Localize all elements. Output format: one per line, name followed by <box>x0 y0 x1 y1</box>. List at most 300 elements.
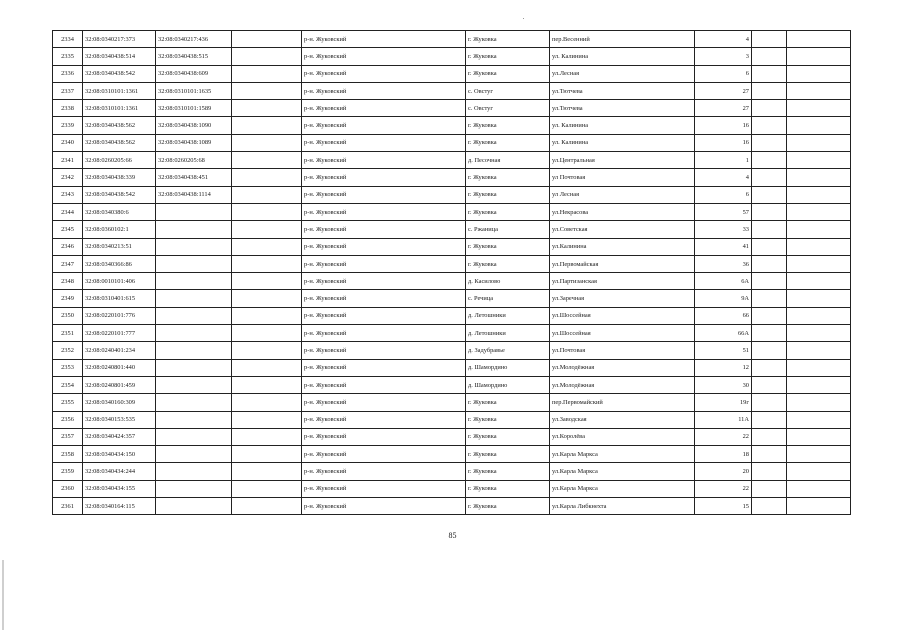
cell-district: р-н. Жуковский <box>302 31 466 48</box>
cell-locality: с. Речица <box>466 290 550 307</box>
cell-cadastral-number-2: 32:08:0340438:451 <box>156 169 232 186</box>
cell-empty <box>787 186 851 203</box>
cell-cadastral-number: 32:08:0240401:234 <box>83 342 156 359</box>
cell-empty <box>752 238 787 255</box>
cell-house-number: 6 <box>695 65 752 82</box>
cell-cadastral-number: 32:08:0340438:542 <box>83 186 156 203</box>
cell-empty <box>787 203 851 220</box>
cell-street: ул.Королёва <box>550 428 695 445</box>
cell-street: ул.Карла Либкнехта <box>550 498 695 515</box>
cell-locality: д. Песочная <box>466 152 550 169</box>
cell-cadastral-number: 32:08:0340438:339 <box>83 169 156 186</box>
cell-empty <box>787 428 851 445</box>
cell-cadastral-number-2 <box>156 290 232 307</box>
table-row <box>53 100 851 117</box>
cell-row-number: 2344 <box>53 203 83 220</box>
cell-empty <box>752 255 787 272</box>
cell-street: ул.Тютчева <box>550 82 695 99</box>
cell-row-number: 2335 <box>53 48 83 65</box>
cell-district: р-н. Жуковский <box>302 498 466 515</box>
cell-district: р-н. Жуковский <box>302 255 466 272</box>
cell-district: р-н. Жуковский <box>302 221 466 238</box>
cell-street: ул.Некрасова <box>550 203 695 220</box>
cell-house-number: 41 <box>695 238 752 255</box>
cell-empty <box>787 255 851 272</box>
cell-cadastral-number: 32:08:0340160:309 <box>83 394 156 411</box>
cell-cadastral-number: 32:08:0310401:615 <box>83 290 156 307</box>
cell-cadastral-number-2 <box>156 307 232 324</box>
table-row <box>53 221 851 238</box>
cell-cadastral-number: 32:08:0220101:776 <box>83 307 156 324</box>
cell-cadastral-number-2: 32:08:0340438:1090 <box>156 117 232 134</box>
cell-empty <box>232 48 302 65</box>
cell-empty <box>787 82 851 99</box>
cell-empty <box>787 498 851 515</box>
cell-cadastral-number-2 <box>156 221 232 238</box>
cell-district: р-н. Жуковский <box>302 117 466 134</box>
cell-street: ул. Калинина <box>550 134 695 151</box>
cell-empty <box>232 31 302 48</box>
cell-empty <box>752 342 787 359</box>
cell-street: ул.Советская <box>550 221 695 238</box>
cell-house-number: 66 <box>695 307 752 324</box>
cell-cadastral-number: 32:08:0340380:6 <box>83 203 156 220</box>
cell-house-number: 4 <box>695 169 752 186</box>
cell-empty <box>787 48 851 65</box>
cell-locality: г. Жуковка <box>466 238 550 255</box>
cell-house-number: 36 <box>695 255 752 272</box>
cell-street: ул. Калинина <box>550 48 695 65</box>
cell-empty <box>232 290 302 307</box>
cell-empty <box>752 117 787 134</box>
cell-empty <box>787 117 851 134</box>
cell-row-number: 2360 <box>53 480 83 497</box>
cell-house-number: 22 <box>695 428 752 445</box>
cell-district: р-н. Жуковский <box>302 186 466 203</box>
cell-cadastral-number-2 <box>156 480 232 497</box>
cell-locality: г. Жуковка <box>466 480 550 497</box>
cell-empty <box>232 411 302 428</box>
cell-locality: г. Жуковка <box>466 394 550 411</box>
cell-empty <box>752 325 787 342</box>
cell-house-number: 33 <box>695 221 752 238</box>
cell-house-number: 3 <box>695 48 752 65</box>
cell-locality: г. Жуковка <box>466 411 550 428</box>
cell-cadastral-number: 32:08:0340434:150 <box>83 446 156 463</box>
cell-house-number: 27 <box>695 100 752 117</box>
cell-cadastral-number: 32:08:0340434:155 <box>83 480 156 497</box>
cell-empty <box>787 290 851 307</box>
cell-cadastral-number-2 <box>156 394 232 411</box>
cell-house-number: 12 <box>695 359 752 376</box>
cell-district: р-н. Жуковский <box>302 411 466 428</box>
table-row <box>53 273 851 290</box>
cell-empty <box>232 255 302 272</box>
table-row <box>53 359 851 376</box>
cell-row-number: 2349 <box>53 290 83 307</box>
cell-district: р-н. Жуковский <box>302 134 466 151</box>
cell-street: ул.Партизанская <box>550 273 695 290</box>
table-row <box>53 82 851 99</box>
cell-locality: г. Жуковка <box>466 48 550 65</box>
cell-locality: г. Жуковка <box>466 31 550 48</box>
cell-cadastral-number: 32:08:0340438:542 <box>83 65 156 82</box>
cell-row-number: 2348 <box>53 273 83 290</box>
table-row <box>53 376 851 393</box>
cell-empty <box>752 221 787 238</box>
cell-locality: г. Жуковка <box>466 255 550 272</box>
cell-empty <box>752 428 787 445</box>
table-row <box>53 169 851 186</box>
cell-cadastral-number: 32:08:0340438:514 <box>83 48 156 65</box>
cell-cadastral-number: 32:08:0340434:244 <box>83 463 156 480</box>
cell-street: ул. Калинина <box>550 117 695 134</box>
cell-house-number: 66А <box>695 325 752 342</box>
cell-house-number: 9А <box>695 290 752 307</box>
cell-street: ул.Карла Маркса <box>550 446 695 463</box>
cell-cadastral-number: 32:08:0260205:66 <box>83 152 156 169</box>
cell-empty <box>787 394 851 411</box>
cell-house-number: 6 <box>695 186 752 203</box>
cell-cadastral-number: 32:08:0340153:535 <box>83 411 156 428</box>
cell-locality: с. Овстуг <box>466 82 550 99</box>
cell-empty <box>232 463 302 480</box>
cell-house-number: 30 <box>695 376 752 393</box>
cell-cadastral-number-2: 32:08:0340438:609 <box>156 65 232 82</box>
cell-empty <box>752 376 787 393</box>
cell-cadastral-number: 32:08:0360102:1 <box>83 221 156 238</box>
cell-locality: г. Жуковка <box>466 428 550 445</box>
cell-street: ул.Первомайская <box>550 255 695 272</box>
cell-row-number: 2341 <box>53 152 83 169</box>
cell-row-number: 2350 <box>53 307 83 324</box>
cell-empty <box>787 446 851 463</box>
cell-empty <box>787 359 851 376</box>
cell-empty <box>787 134 851 151</box>
cell-empty <box>752 307 787 324</box>
cell-empty <box>752 290 787 307</box>
cell-row-number: 2351 <box>53 325 83 342</box>
table-row <box>53 238 851 255</box>
cell-cadastral-number: 32:08:0340424:357 <box>83 428 156 445</box>
cell-street: ул.Центральная <box>550 152 695 169</box>
cell-cadastral-number: 32:08:0340164:115 <box>83 498 156 515</box>
cell-cadastral-number-2: 32:08:0340438:515 <box>156 48 232 65</box>
cell-empty <box>752 134 787 151</box>
cell-empty <box>752 82 787 99</box>
cell-empty <box>787 480 851 497</box>
cell-locality: с. Ржаница <box>466 221 550 238</box>
table-row <box>53 255 851 272</box>
cell-row-number: 2339 <box>53 117 83 134</box>
cell-locality: д. Задубравье <box>466 342 550 359</box>
cell-street: ул.Молодёжная <box>550 376 695 393</box>
cell-empty <box>232 169 302 186</box>
cell-empty <box>787 31 851 48</box>
cell-district: р-н. Жуковский <box>302 359 466 376</box>
cell-empty <box>232 359 302 376</box>
table-row <box>53 325 851 342</box>
cell-row-number: 2336 <box>53 65 83 82</box>
table-row <box>53 446 851 463</box>
cell-locality: г. Жуковка <box>466 65 550 82</box>
cell-cadastral-number-2 <box>156 203 232 220</box>
cell-empty <box>752 48 787 65</box>
cell-row-number: 2334 <box>53 31 83 48</box>
cell-street: ул.Шоссейная <box>550 325 695 342</box>
cell-cadastral-number-2 <box>156 498 232 515</box>
cell-empty <box>787 152 851 169</box>
cell-row-number: 2357 <box>53 428 83 445</box>
cell-empty <box>232 117 302 134</box>
cell-empty <box>232 394 302 411</box>
cell-house-number: 11А <box>695 411 752 428</box>
cell-empty <box>752 394 787 411</box>
cell-locality: д. Летошники <box>466 325 550 342</box>
table-row <box>53 186 851 203</box>
cell-locality: д. Летошники <box>466 307 550 324</box>
cell-house-number: 51 <box>695 342 752 359</box>
table-row <box>53 411 851 428</box>
cell-cadastral-number: 32:08:0010101:406 <box>83 273 156 290</box>
cell-street: ул.Молодёжная <box>550 359 695 376</box>
cell-district: р-н. Жуковский <box>302 342 466 359</box>
cell-locality: г. Жуковка <box>466 446 550 463</box>
cell-empty <box>232 273 302 290</box>
cell-cadastral-number: 32:08:0310101:1361 <box>83 82 156 99</box>
table-body <box>53 31 851 515</box>
cell-street: ул.Карла Маркса <box>550 463 695 480</box>
cell-row-number: 2353 <box>53 359 83 376</box>
table-row <box>53 203 851 220</box>
cell-street: ул.Карла Маркса <box>550 480 695 497</box>
cell-empty <box>787 342 851 359</box>
cell-empty <box>752 169 787 186</box>
cell-row-number: 2338 <box>53 100 83 117</box>
cell-cadastral-number-2 <box>156 463 232 480</box>
cell-cadastral-number: 32:08:0240801:440 <box>83 359 156 376</box>
cell-district: р-н. Жуковский <box>302 273 466 290</box>
cell-empty <box>787 411 851 428</box>
cell-locality: г. Жуковка <box>466 134 550 151</box>
cell-district: р-н. Жуковский <box>302 152 466 169</box>
cell-row-number: 2361 <box>53 498 83 515</box>
cell-empty <box>787 169 851 186</box>
cell-cadastral-number-2: 32:08:0340438:1114 <box>156 186 232 203</box>
cell-empty <box>232 428 302 445</box>
cell-district: р-н. Жуковский <box>302 169 466 186</box>
cell-locality: г. Жуковка <box>466 498 550 515</box>
cell-empty <box>232 376 302 393</box>
cell-district: р-н. Жуковский <box>302 290 466 307</box>
cell-locality: г. Жуковка <box>466 203 550 220</box>
cell-cadastral-number-2 <box>156 325 232 342</box>
cell-district: р-н. Жуковский <box>302 203 466 220</box>
cell-empty <box>787 65 851 82</box>
cell-district: р-н. Жуковский <box>302 65 466 82</box>
cell-cadastral-number: 32:08:0340217:373 <box>83 31 156 48</box>
cell-house-number: 19г <box>695 394 752 411</box>
cell-cadastral-number-2: 32:08:0340438:1089 <box>156 134 232 151</box>
cell-street: ул.Почтовая <box>550 342 695 359</box>
table-row <box>53 463 851 480</box>
cell-row-number: 2345 <box>53 221 83 238</box>
table-row <box>53 342 851 359</box>
cell-house-number: 16 <box>695 134 752 151</box>
cell-house-number: 27 <box>695 82 752 99</box>
cell-row-number: 2358 <box>53 446 83 463</box>
cell-empty <box>752 273 787 290</box>
cell-empty <box>752 359 787 376</box>
table-row <box>53 307 851 324</box>
cell-cadastral-number-2 <box>156 428 232 445</box>
cell-empty <box>752 446 787 463</box>
cell-district: р-н. Жуковский <box>302 394 466 411</box>
cell-cadastral-number-2 <box>156 376 232 393</box>
cell-empty <box>232 498 302 515</box>
cell-empty <box>752 203 787 220</box>
cell-empty <box>787 100 851 117</box>
cell-locality: д. Шамордино <box>466 376 550 393</box>
cell-empty <box>752 65 787 82</box>
cell-cadastral-number-2 <box>156 359 232 376</box>
table-row <box>53 394 851 411</box>
cell-cadastral-number-2 <box>156 446 232 463</box>
cell-row-number: 2355 <box>53 394 83 411</box>
cell-empty <box>752 31 787 48</box>
cell-empty <box>752 186 787 203</box>
cell-empty <box>232 203 302 220</box>
cell-cadastral-number-2 <box>156 273 232 290</box>
cell-locality: д. Касилово <box>466 273 550 290</box>
cell-empty <box>752 152 787 169</box>
cell-district: р-н. Жуковский <box>302 307 466 324</box>
cell-empty <box>787 273 851 290</box>
cell-empty <box>787 463 851 480</box>
cell-house-number: 22 <box>695 480 752 497</box>
cell-district: р-н. Жуковский <box>302 480 466 497</box>
cell-row-number: 2342 <box>53 169 83 186</box>
cell-empty <box>232 342 302 359</box>
cell-district: р-н. Жуковский <box>302 376 466 393</box>
cell-empty <box>232 82 302 99</box>
table-row <box>53 117 851 134</box>
cell-district: р-н. Жуковский <box>302 428 466 445</box>
table-row <box>53 134 851 151</box>
cell-cadastral-number: 32:08:0240801:459 <box>83 376 156 393</box>
cell-empty <box>752 100 787 117</box>
cell-cadastral-number-2 <box>156 411 232 428</box>
cell-street: пер.Весенний <box>550 31 695 48</box>
cell-house-number: 4 <box>695 31 752 48</box>
cell-street: ул.Калинина <box>550 238 695 255</box>
cell-empty <box>232 65 302 82</box>
cell-empty <box>787 376 851 393</box>
cell-cadastral-number-2: 32:08:0340217:436 <box>156 31 232 48</box>
cell-locality: г. Жуковка <box>466 169 550 186</box>
table-row <box>53 48 851 65</box>
cell-empty <box>752 498 787 515</box>
cell-empty <box>232 221 302 238</box>
cell-locality: г. Жуковка <box>466 463 550 480</box>
cell-house-number: 15 <box>695 498 752 515</box>
cell-house-number: 16 <box>695 117 752 134</box>
cell-district: р-н. Жуковский <box>302 100 466 117</box>
cell-row-number: 2359 <box>53 463 83 480</box>
cell-street: ул.Лесная <box>550 65 695 82</box>
cell-empty <box>787 325 851 342</box>
cell-row-number: 2347 <box>53 255 83 272</box>
cell-cadastral-number-2: 32:08:0260205:68 <box>156 152 232 169</box>
table-row <box>53 31 851 48</box>
cell-row-number: 2343 <box>53 186 83 203</box>
cell-cadastral-number-2: 32:08:0310101:1589 <box>156 100 232 117</box>
table-row <box>53 152 851 169</box>
cell-empty <box>787 238 851 255</box>
cell-street: ул.Шоссейная <box>550 307 695 324</box>
cell-district: р-н. Жуковский <box>302 325 466 342</box>
scan-edge-mark <box>2 560 4 630</box>
cell-empty <box>752 480 787 497</box>
cell-street: ул Почтовая <box>550 169 695 186</box>
cell-district: р-н. Жуковский <box>302 446 466 463</box>
cell-cadastral-number: 32:08:0310101:1361 <box>83 100 156 117</box>
table-row <box>53 428 851 445</box>
cell-empty <box>232 134 302 151</box>
cell-empty <box>232 480 302 497</box>
cell-cadastral-number-2 <box>156 238 232 255</box>
address-registry-table <box>52 30 851 515</box>
cell-house-number: 1 <box>695 152 752 169</box>
cell-empty <box>787 307 851 324</box>
cell-cadastral-number-2 <box>156 255 232 272</box>
cell-district: р-н. Жуковский <box>302 48 466 65</box>
cell-locality: д. Шамордино <box>466 359 550 376</box>
cell-cadastral-number-2: 32:08:0310101:1635 <box>156 82 232 99</box>
cell-district: р-н. Жуковский <box>302 238 466 255</box>
cell-house-number: 57 <box>695 203 752 220</box>
cell-empty <box>787 221 851 238</box>
cell-street: пер.Первомайский <box>550 394 695 411</box>
cell-locality: г. Жуковка <box>466 117 550 134</box>
cell-house-number: 20 <box>695 463 752 480</box>
scan-dot <box>523 18 524 19</box>
cell-street: ул.Заречная <box>550 290 695 307</box>
cell-street: ул.Заводская <box>550 411 695 428</box>
cell-row-number: 2356 <box>53 411 83 428</box>
cell-row-number: 2340 <box>53 134 83 151</box>
cell-district: р-н. Жуковский <box>302 82 466 99</box>
cell-cadastral-number: 32:08:0340366:86 <box>83 255 156 272</box>
cell-empty <box>232 186 302 203</box>
cell-empty <box>232 238 302 255</box>
cell-cadastral-number: 32:08:0340213:51 <box>83 238 156 255</box>
cell-cadastral-number-2 <box>156 342 232 359</box>
cell-locality: с. Овстуг <box>466 100 550 117</box>
page-number: 85 <box>448 531 457 540</box>
cell-empty <box>232 446 302 463</box>
cell-row-number: 2354 <box>53 376 83 393</box>
cell-street: ул.Тютчева <box>550 100 695 117</box>
cell-locality: г. Жуковка <box>466 186 550 203</box>
cell-empty <box>232 100 302 117</box>
cell-cadastral-number: 32:08:0340438:562 <box>83 134 156 151</box>
table-row <box>53 290 851 307</box>
cell-row-number: 2352 <box>53 342 83 359</box>
cell-row-number: 2337 <box>53 82 83 99</box>
cell-empty <box>232 152 302 169</box>
table-row <box>53 480 851 497</box>
